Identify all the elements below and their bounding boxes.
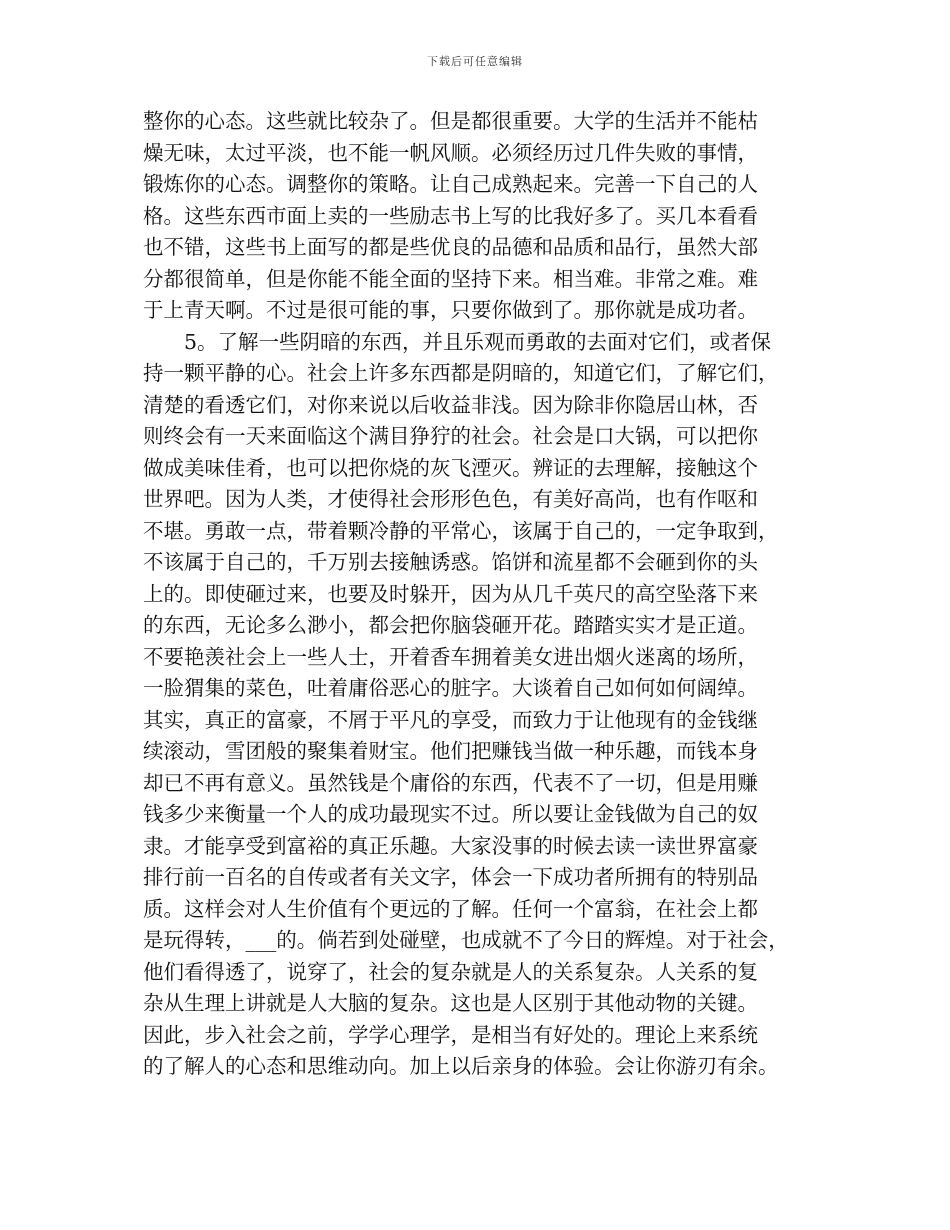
text-line: 做成美味佳肴，也可以把你烧的灰飞湮灭。辨证的去理解，接触这个 xyxy=(143,455,758,480)
text-line: 分都很简单，但是你能不能全面的坚持下来。相当难。非常之难。难 xyxy=(143,266,758,291)
text-line: 燥无味，太过平淡，也不能一帆风顺。必须经历过几件失败的事情， xyxy=(143,140,758,165)
text-line: 质。这样会对人生价值有个更远的了解。任何一个富翁，在社会上都 xyxy=(143,896,758,921)
text-line: 的了解人的心态和思维动向。加上以后亲身的体验。会让你游刃有余。 xyxy=(143,1054,779,1078)
text-line: 上的。即使砸过来，也要及时躲开，因为从几千英尺的高空坠落下来 xyxy=(143,581,758,606)
body-text xyxy=(143,106,823,1083)
paragraph-start-line: 5。了解一些阴暗的东西，并且乐观而勇敢的去面对它们，或者保 xyxy=(184,329,772,354)
text-line: 他们看得透了，说穿了，社会的复杂就是人的关系复杂。人关系的复 xyxy=(143,959,758,984)
text-line: 不要艳羡社会上一些人士，开着香车拥着美女进出烟火迷离的场所， xyxy=(143,644,758,669)
text-line: 锻炼你的心态。调整你的策略。让自己成熟起来。完善一下自己的人 xyxy=(143,172,758,196)
text-line: 整你的心态。这些就比较杂了。但是都很重要。大学的生活并不能枯 xyxy=(143,109,758,133)
page-header: 下载后可任意编辑 xyxy=(427,55,523,68)
text-line: 格。这些东西市面上卖的一些励志书上写的比我好多了。买几本看看 xyxy=(143,203,758,228)
text-line: 其实，真正的富豪，不屑于平凡的享受，而致力于让他现有的金钱继 xyxy=(143,707,758,732)
text-line: 因此，步入社会之前，学学心理学，是相当有好处的。理论上来系统 xyxy=(143,1022,758,1047)
text-line: 隶。才能享受到富裕的真正乐趣。大家没事的时候去读一读世界富豪 xyxy=(143,833,758,858)
text-line: 世界吧。因为人类，才使得社会形形色色，有美好高尚，也有作呕和 xyxy=(143,487,758,511)
text-line: 续滚动，雪团般的聚集着财宝。他们把赚钱当做一种乐趣，而钱本身 xyxy=(143,739,758,763)
text-line: 也不错，这些书上面写的都是些优良的品德和品质和品行，虽然大部 xyxy=(143,235,758,259)
text-line: 杂从生理上讲就是人大脑的复杂。这也是人区别于其他动物的关键。 xyxy=(143,991,758,1015)
text-line: 不该属于自己的，千万别去接触诱惑。馅饼和流星都不会砸到你的头 xyxy=(143,550,758,574)
text-line: 于上青天啊。不过是很可能的事，只要你做到了。那你就是成功者。 xyxy=(143,298,758,322)
text-line: 不堪。勇敢一点，带着颗冷静的平常心，该属于自己的，一定争取到， xyxy=(143,518,779,543)
text-line: 一脸猬集的菜色，吐着庸俗恶心的脏字。大谈着自己如何如何阔绰。 xyxy=(143,676,758,700)
text-line: 的东西，无论多么渺小，都会把你脑袋砸开花。踏踏实实才是正道。 xyxy=(143,613,758,637)
text-line: 钱多少来衡量一个人的成功最现实不过。所以要让金钱做为自己的奴 xyxy=(143,802,758,826)
text-line: 是玩得转，___的。倘若到处碰壁，也成就不了今日的辉煌。对于社会， xyxy=(143,928,789,952)
text-line: 清楚的看透它们，对你来说以后收益非浅。因为除非你隐居山林，否 xyxy=(143,392,758,417)
text-line: 排行前一百名的自传或者有关文字，体会一下成功者所拥有的特别品 xyxy=(143,865,758,889)
text-line: 则终会有一天来面临这个满目狰狞的社会。社会是口大锅，可以把你 xyxy=(143,424,758,448)
text-line: 却已不再有意义。虽然钱是个庸俗的东西，代表不了一切，但是用赚 xyxy=(143,770,758,795)
text-line: 持一颗平静的心。社会上许多东西都是阴暗的，知道它们，了解它们， xyxy=(143,361,779,385)
